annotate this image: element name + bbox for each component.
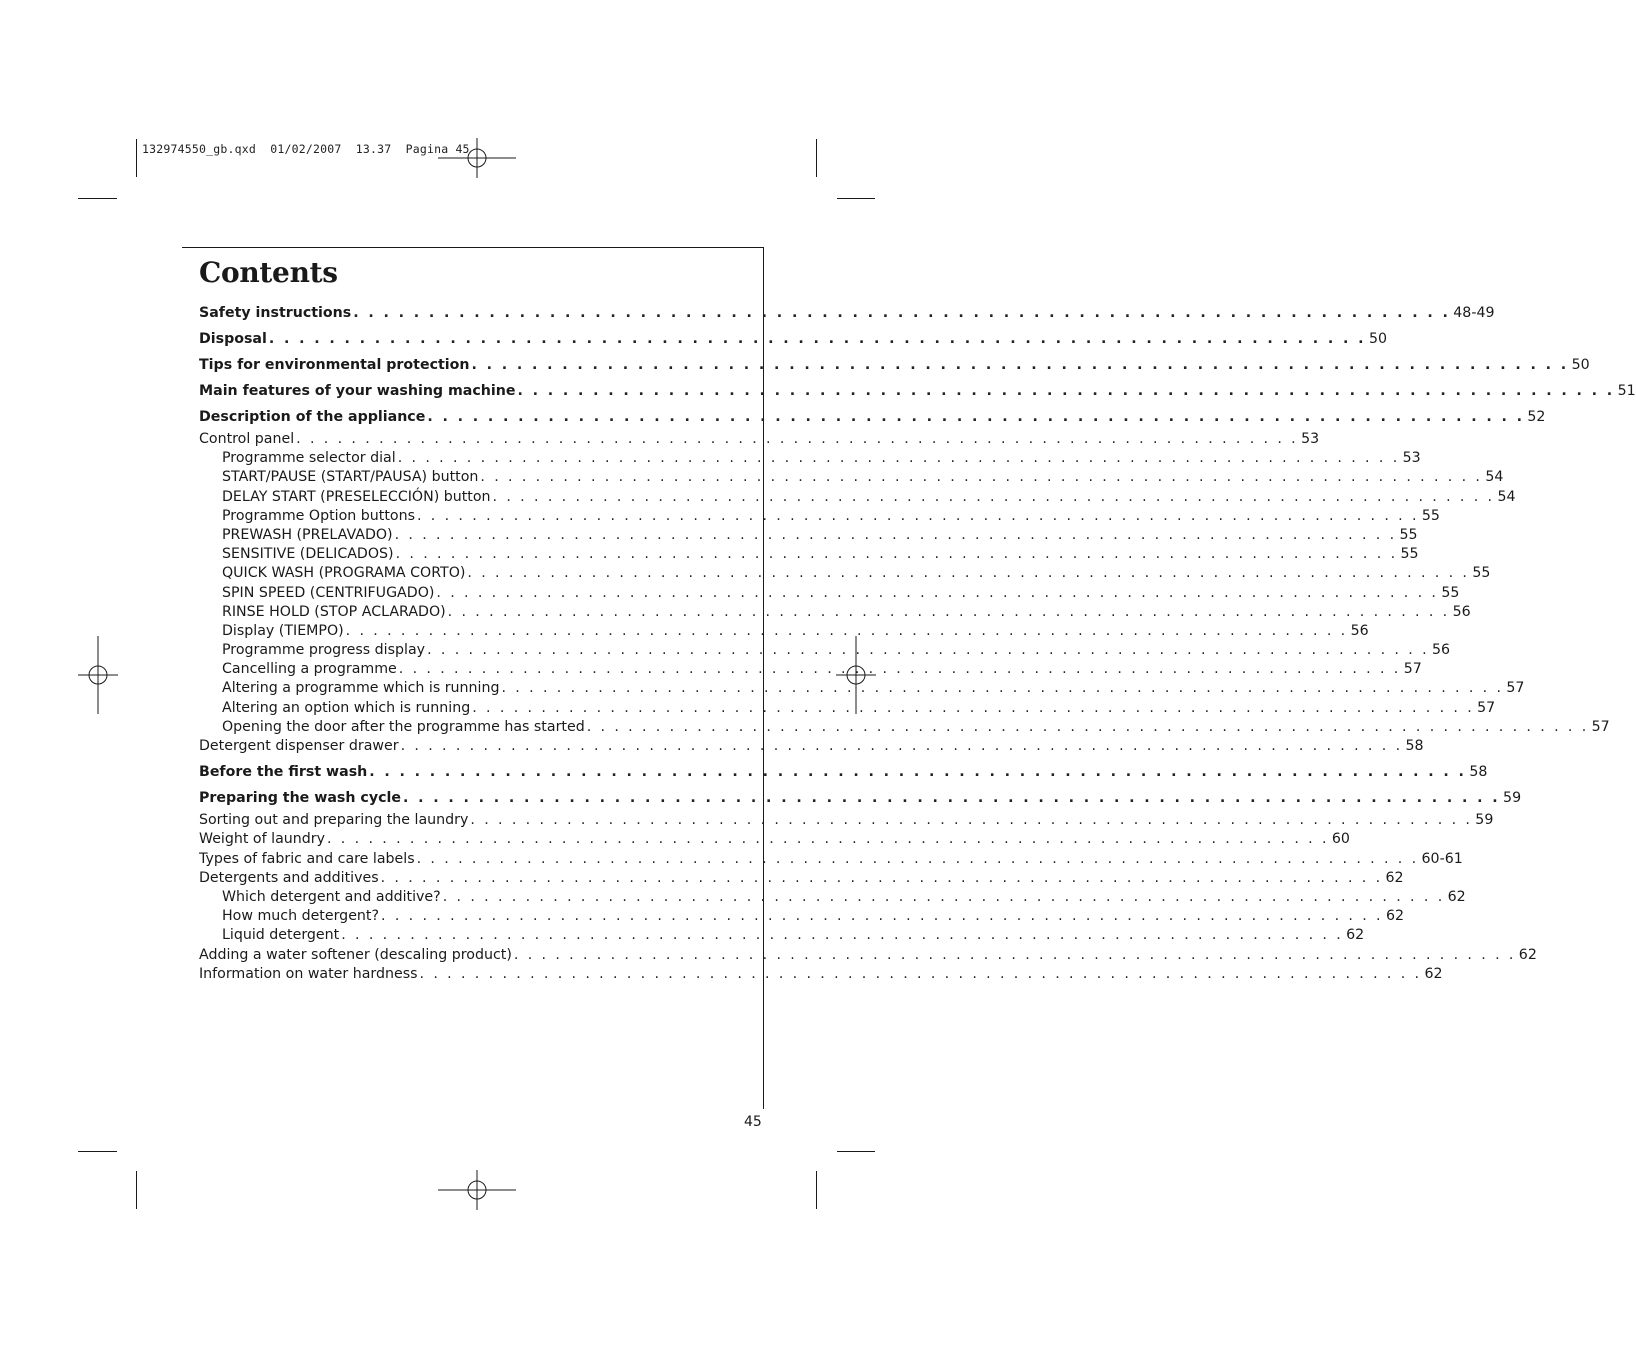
- toc-entry: [199, 641, 1451, 660]
- crop-mark: [136, 1171, 137, 1209]
- toc-entry: [199, 507, 1440, 526]
- crop-mark: [78, 1151, 117, 1152]
- toc-entry-page: 55: [1441, 584, 1460, 601]
- toc-entry-label: Detergents and additives: [199, 869, 379, 886]
- toc-entry-page: 57: [1506, 680, 1525, 697]
- dot-leader: . . . . . . . . . . . . . . . . . . . . . . . . . . . . . . . . . . . . . . . . . . . . . . . . . . . . . . . . . . . . . . . . . . . . . . . . .: [268, 331, 1366, 347]
- dot-leader: . . . . . . . . . . . . . . . . . . . . . . . . . . . . . . . . . . . . . . . . . . . . . . . . . . . . . . . . . . . . . . . . . . . . . . . . .: [472, 699, 1475, 716]
- toc-entry: [199, 737, 1424, 756]
- toc-entry-label: Before the first wash: [199, 764, 368, 781]
- toc-entry-label: Altering a programme which is running: [222, 680, 500, 697]
- print-metadata: 132974550_gb.qxd 01/02/2007 13.37 Pagina 45: [142, 142, 470, 156]
- toc-entry-page: 55: [1421, 507, 1440, 524]
- toc-entry-page: 62: [1346, 927, 1365, 944]
- toc-entry-label: Display (TIEMPO): [222, 622, 344, 639]
- toc-entry-page: 62: [1447, 888, 1466, 905]
- toc-entry: [199, 352, 1590, 378]
- toc-entry-page: 62: [1385, 869, 1404, 886]
- toc-entry-label: SPIN SPEED (CENTRIFUGADO): [222, 584, 435, 601]
- toc-entry: [199, 326, 1388, 352]
- toc-entry-label: QUICK WASH (PROGRAMA CORTO): [222, 565, 466, 582]
- registration-mark-icon: [438, 1170, 516, 1210]
- toc-entry-label: Main features of your washing machine: [199, 383, 516, 399]
- toc-entry-label: Liquid detergent: [222, 927, 340, 944]
- toc-entry-label: Preparing the wash cycle: [199, 790, 401, 807]
- crop-mark: [136, 139, 137, 177]
- toc-entry-page: 48-49: [1453, 305, 1495, 321]
- toc-entry: [199, 785, 1522, 811]
- toc-entry: [199, 869, 1404, 888]
- toc-entry-label: RINSE HOLD (STOP ACLARADO): [222, 603, 446, 620]
- toc-entry-label: Tips for environmental protection: [199, 357, 470, 373]
- toc-entry-label: Information on water hardness: [199, 965, 418, 982]
- crop-mark: [837, 198, 875, 199]
- toc-entry-page: 62: [1424, 965, 1443, 982]
- toc-entry-page: 56: [1431, 642, 1451, 659]
- dot-leader: . . . . . . . . . . . . . . . . . . . . . . . . . . . . . . . . . . . . . . . . . . . . . . . . . . . . . . . . . . . . . . . . . . . . . . . . .: [427, 642, 1429, 659]
- toc-entry-label: Description of the appliance: [199, 409, 426, 425]
- dot-leader: . . . . . . . . . . . . . . . . . . . . . . . . . . . . . . . . . . . . . . . . . . . . . . . . . . . . . . . . . . . . . . . . . . . . . . . . .: [345, 622, 1348, 639]
- dot-leader: . . . . . . . . . . . . . . . . . . . . . . . . . . . . . . . . . . . . . . . . . . . . . . . . . . . . . . . . . . . . . . . . . . . . . . . . .: [467, 565, 1470, 582]
- dot-leader: . . . . . . . . . . . . . . . . . . . . . . . . . . . . . . . . . . . . . . . . . . . . . . . . . . . . . . . . . . . . . . . . . . . . . . . . .: [586, 718, 1589, 735]
- toc-entry: [199, 699, 1496, 718]
- toc-entry-label: Programme progress display: [222, 642, 426, 659]
- toc-entry-label: Weight of laundry: [199, 831, 325, 848]
- toc-entry: [199, 759, 1488, 785]
- toc-entry: [199, 526, 1418, 545]
- toc-entry-label: Sorting out and preparing the laundry: [199, 812, 469, 829]
- top-rule: [182, 247, 763, 248]
- crop-mark: [78, 198, 117, 199]
- toc-entry: [199, 404, 1546, 430]
- toc-entry: [199, 946, 1537, 965]
- toc-entry-page: 54: [1497, 488, 1516, 505]
- toc-entry-page: 59: [1475, 812, 1494, 829]
- dot-leader: . . . . . . . . . . . . . . . . . . . . . . . . . . . . . . . . . . . . . . . . . . . . . . . . . . . . . . . . . . . . . . . . . . . . . . . . .: [369, 764, 1467, 781]
- dot-leader: . . . . . . . . . . . . . . . . . . . . . . . . . . . . . . . . . . . . . . . . . . . . . . . . . . . . . . . . . . . . . . . . . . . . . . . . .: [501, 680, 1504, 697]
- toc-entry-page: 56: [1350, 622, 1369, 639]
- dot-leader: . . . . . . . . . . . . . . . . . . . . . . . . . . . . . . . . . . . . . . . . . . . . . . . . . . . . . . . . . . . . . . . . . . . . . . . . .: [447, 603, 1450, 620]
- toc-entry-label: Which detergent and additive?: [222, 888, 441, 905]
- toc-entry-page: 58: [1405, 738, 1424, 754]
- toc-entry: [199, 660, 1422, 679]
- toc-entry-label: START/PAUSE (START/PAUSA) button: [222, 469, 479, 486]
- toc-entry: [199, 811, 1494, 830]
- toc-entry-label: Programme Option buttons: [222, 507, 415, 524]
- dot-leader: . . . . . . . . . . . . . . . . . . . . . . . . . . . . . . . . . . . . . . . . . . . . . . . . . . . . . . . . . . . . . . . . . . . . . . . . .: [400, 738, 1403, 754]
- toc-entry-label: SENSITIVE (DELICADOS): [222, 546, 394, 563]
- page-title: Contents: [199, 256, 338, 289]
- dot-leader: . . . . . . . . . . . . . . . . . . . . . . . . . . . . . . . . . . . . . . . . . . . . . . . . . . . . . . . . . . . . . . . . . . . . . . . . .: [416, 850, 1419, 867]
- toc-entry-page: 57: [1477, 699, 1496, 716]
- dot-leader: . . . . . . . . . . . . . . . . . . . . . . . . . . . . . . . . . . . . . . . . . . . . . . . . . . . . . . . . . . . . . . . . . . . . . . . . .: [380, 869, 1383, 886]
- toc-entry: [199, 430, 1320, 449]
- dot-leader: . . . . . . . . . . . . . . . . . . . . . . . . . . . . . . . . . . . . . . . . . . . . . . . . . . . . . . . . . . . . . . . . . . . . . . . . .: [296, 431, 1299, 447]
- dot-leader: . . . . . . . . . . . . . . . . . . . . . . . . . . . . . . . . . . . . . . . . . . . . . . . . . . . . . . . . . . . . . . . . . . . . . . . . .: [326, 831, 1329, 848]
- toc-entry-label: Opening the door after the programme has started: [222, 718, 585, 735]
- dot-leader: . . . . . . . . . . . . . . . . . . . . . . . . . . . . . . . . . . . . . . . . . . . . . . . . . . . . . . . . . . . . . . . . . . . . . . . . .: [517, 383, 1615, 399]
- dot-leader: . . . . . . . . . . . . . . . . . . . . . . . . . . . . . . . . . . . . . . . . . . . . . . . . . . . . . . . . . . . . . . . . . . . . . . . . .: [436, 584, 1439, 601]
- toc-entry: [199, 300, 1495, 326]
- crop-mark: [816, 1171, 817, 1209]
- toc-entry-label: Safety instructions: [199, 305, 352, 321]
- toc-entry-page: 62: [1385, 908, 1404, 925]
- toc-entry-page: 62: [1518, 946, 1537, 963]
- crop-mark: [816, 139, 817, 177]
- toc-entry: [199, 468, 1504, 487]
- dot-leader: . . . . . . . . . . . . . . . . . . . . . . . . . . . . . . . . . . . . . . . . . . . . . . . . . . . . . . . . . . . . . . . . . . . . . . . . .: [470, 812, 1473, 829]
- dot-leader: . . . . . . . . . . . . . . . . . . . . . . . . . . . . . . . . . . . . . . . . . . . . . . . . . . . . . . . . . . . . . . . . . . . . . . . . .: [492, 488, 1495, 505]
- dot-leader: . . . . . . . . . . . . . . . . . . . . . . . . . . . . . . . . . . . . . . . . . . . . . . . . . . . . . . . . . . . . . . . . . . . . . . . . .: [419, 965, 1422, 982]
- table-of-contents: [199, 300, 1636, 984]
- toc-entry: [199, 718, 1610, 737]
- dot-leader: . . . . . . . . . . . . . . . . . . . . . . . . . . . . . . . . . . . . . . . . . . . . . . . . . . . . . . . . . . . . . . . . . . . . . . . . .: [381, 908, 1383, 925]
- toc-entry-page: 53: [1301, 431, 1320, 447]
- dot-leader: . . . . . . . . . . . . . . . . . . . . . . . . . . . . . . . . . . . . . . . . . . . . . . . . . . . . . . . . . . . . . . . . . . . . . . . . .: [397, 450, 1400, 467]
- toc-entry-label: Adding a water softener (descaling product): [199, 946, 512, 963]
- toc-entry-page: 53: [1402, 450, 1421, 467]
- toc-entry-page: 59: [1503, 790, 1522, 807]
- toc-entry: [199, 488, 1516, 507]
- dot-leader: . . . . . . . . . . . . . . . . . . . . . . . . . . . . . . . . . . . . . . . . . . . . . . . . . . . . . . . . . . . . . . . . . . . . . . . . .: [395, 546, 1398, 563]
- toc-entry: [199, 378, 1636, 404]
- toc-entry-page: 55: [1399, 526, 1418, 543]
- toc-entry-label: Control panel: [199, 431, 295, 447]
- toc-entry-page: 56: [1452, 603, 1471, 620]
- toc-entry: [199, 622, 1369, 641]
- toc-entry-page: 58: [1469, 764, 1488, 781]
- dot-leader: . . . . . . . . . . . . . . . . . . . . . . . . . . . . . . . . . . . . . . . . . . . . . . . . . . . . . . . . . . . . . . . . . . . . . . . . .: [427, 409, 1525, 425]
- toc-entry-label: Cancelling a programme: [222, 661, 397, 678]
- dot-leader: . . . . . . . . . . . . . . . . . . . . . . . . . . . . . . . . . . . . . . . . . . . . . . . . . . . . . . . . . . . . . . . . . . . . . . . . .: [471, 357, 1569, 373]
- toc-entry-page: 55: [1400, 546, 1419, 563]
- toc-entry-label: Programme selector dial: [222, 450, 396, 467]
- toc-entry: [199, 965, 1443, 984]
- crop-mark: [837, 1151, 875, 1152]
- toc-entry-page: 57: [1403, 661, 1422, 678]
- toc-entry-page: 50: [1571, 357, 1590, 373]
- toc-entry-page: 60: [1331, 831, 1350, 848]
- toc-entry-label: DELAY START (PRESELECCIÓN) button: [222, 488, 491, 505]
- dot-leader: . . . . . . . . . . . . . . . . . . . . . . . . . . . . . . . . . . . . . . . . . . . . . . . . . . . . . . . . . . . . . . . . . . . . . . . . .: [394, 526, 1397, 543]
- dot-leader: . . . . . . . . . . . . . . . . . . . . . . . . . . . . . . . . . . . . . . . . . . . . . . . . . . . . . . . . . . . . . . . . . . . . . . . . .: [398, 661, 1401, 678]
- toc-entry-page: 57: [1591, 718, 1610, 735]
- toc-entry-label: PREWASH (PRELAVADO): [222, 526, 393, 543]
- toc-entry: [199, 679, 1525, 698]
- toc-entry: [199, 564, 1491, 583]
- toc-entry-page: 55: [1472, 565, 1491, 582]
- toc-entry-page: 54: [1485, 469, 1504, 486]
- toc-entry-page: 60-61: [1421, 850, 1463, 867]
- dot-leader: . . . . . . . . . . . . . . . . . . . . . . . . . . . . . . . . . . . . . . . . . . . . . . . . . . . . . . . . . . . . . . . . . . . . . . . . .: [480, 469, 1483, 486]
- toc-entry-label: How much detergent?: [222, 908, 380, 925]
- dot-leader: . . . . . . . . . . . . . . . . . . . . . . . . . . . . . . . . . . . . . . . . . . . . . . . . . . . . . . . . . . . . . . . . . . . . . . . . .: [416, 507, 1419, 524]
- toc-entry: [199, 603, 1471, 622]
- toc-entry: [199, 449, 1421, 468]
- toc-entry: [199, 830, 1350, 849]
- toc-entry-label: Detergent dispenser drawer: [199, 738, 399, 754]
- toc-entry: [199, 888, 1466, 907]
- dot-leader: . . . . . . . . . . . . . . . . . . . . . . . . . . . . . . . . . . . . . . . . . . . . . . . . . . . . . . . . . . . . . . . . . . . . . . . . .: [341, 927, 1344, 944]
- dot-leader: . . . . . . . . . . . . . . . . . . . . . . . . . . . . . . . . . . . . . . . . . . . . . . . . . . . . . . . . . . . . . . . . . . . . . . . . .: [442, 888, 1445, 905]
- toc-entry-page: 52: [1527, 409, 1546, 425]
- toc-entry: [199, 850, 1463, 869]
- toc-entry-page: 51: [1617, 383, 1636, 399]
- toc-entry: [199, 907, 1404, 926]
- registration-mark-icon: [78, 636, 118, 714]
- toc-entry-label: Disposal: [199, 331, 267, 347]
- toc-entry: [199, 545, 1419, 564]
- dot-leader: . . . . . . . . . . . . . . . . . . . . . . . . . . . . . . . . . . . . . . . . . . . . . . . . . . . . . . . . . . . . . . . . . . . . . . . . .: [513, 946, 1516, 963]
- toc-entry-page: 50: [1368, 331, 1388, 347]
- dot-leader: . . . . . . . . . . . . . . . . . . . . . . . . . . . . . . . . . . . . . . . . . . . . . . . . . . . . . . . . . . . . . . . . . . . . . . . . .: [402, 790, 1501, 807]
- toc-entry-label: Altering an option which is running: [222, 699, 471, 716]
- toc-entry: [199, 926, 1365, 945]
- toc-entry: [199, 584, 1460, 603]
- toc-entry-label: Types of fabric and care labels: [199, 850, 415, 867]
- dot-leader: . . . . . . . . . . . . . . . . . . . . . . . . . . . . . . . . . . . . . . . . . . . . . . . . . . . . . . . . . . . . . . . . . . . . . . . . .: [353, 305, 1451, 321]
- page-number: 45: [744, 1114, 762, 1130]
